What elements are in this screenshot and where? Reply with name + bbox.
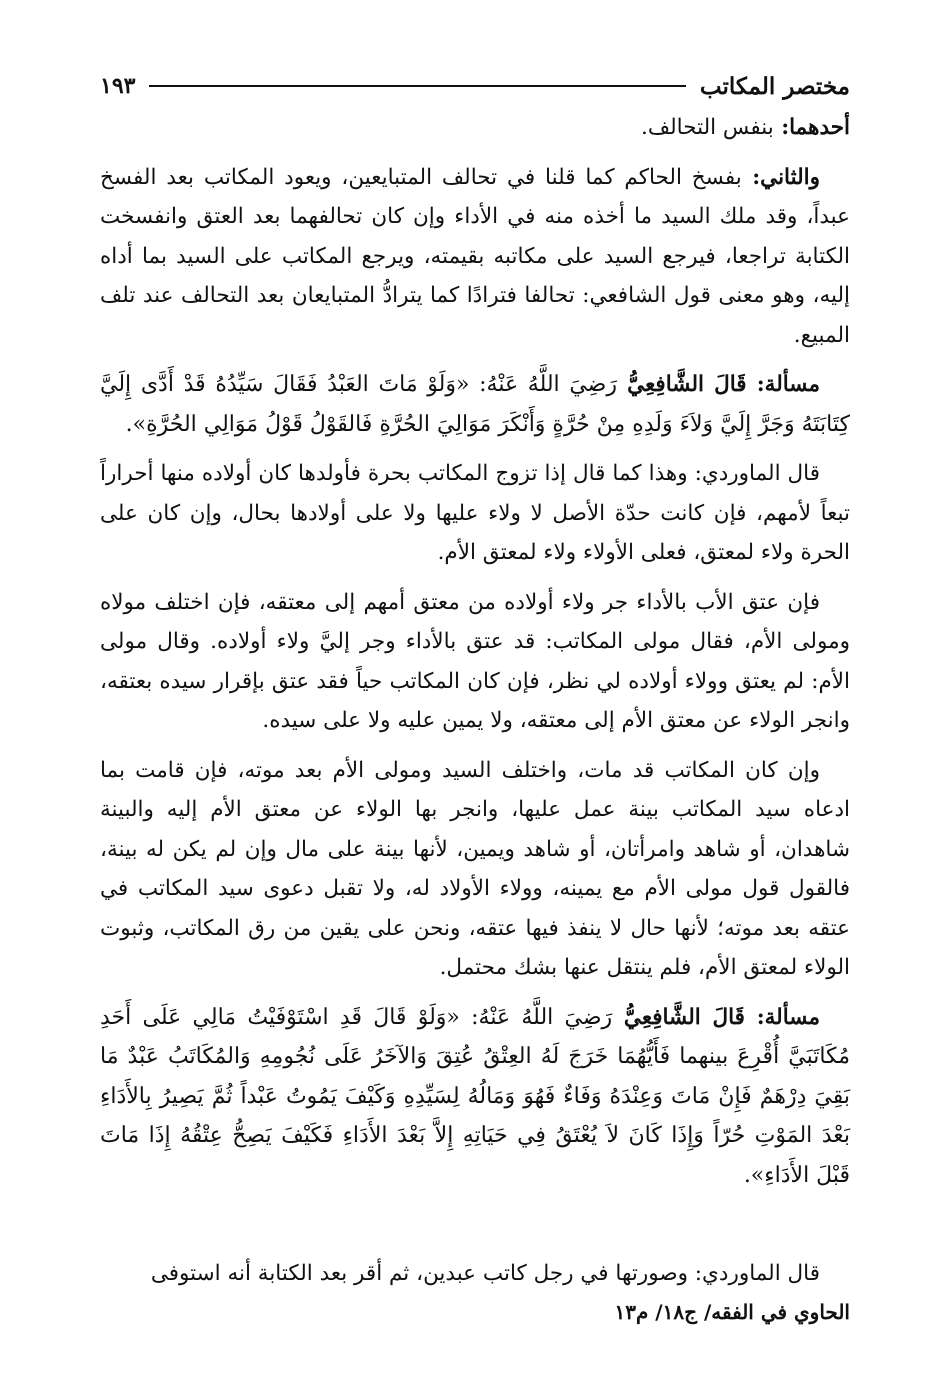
paragraph-masala-2 (100, 998, 850, 1196)
paragraph-text: وإن كان المكاتب قد مات، واختلف السيد ومولى الأم بعد موته، فإن قامت بما ادعاه سيد المكاتب بينة عمل عليها، وانجر بها الولاء عن معتق الأم إليه والبينة شاهدان، أو شاهد وامرأتان، أو شاهد ويمين، لأنها بينة على مال وإن لم يكن له بينة، فالقول قول مولى الأم مع يمينه، وولاء الأولاد له، ولا تقبل دعوى سيد المكاتب في عتقه بعد موته؛ لأنها حال لا ينفذ فيها عتقه، ونحن على يقين من رق المكاتب، وثبوت الولاء لمعتق الأم، فلم ينتقل عنها بشك محتمل. (100, 757, 850, 980)
paragraph-lead: والثاني: (741, 164, 820, 190)
source-reference: الحاوي في الفقه/ ج١٨/ م١٣ (614, 1299, 850, 1324)
paragraph-text: قال الماوردي: وهذا كما قال إذا تزوج المكاتب بحرة فأولدها كان أولاده منها أحراراً تبعاً لأمهم، فإن كانت حدّة الأصل لا ولاء عليها ولا على أولادها بحال، وإن كان على الحرة ولاء لمعتق، فعلى الأولاء ولاء لمعتق الأم. (100, 461, 850, 565)
paragraph-father-freed (100, 583, 850, 741)
paragraph-mukatab-died (100, 751, 850, 988)
masala-quote: رَضِيَ اللَّهُ عَنْهُ: «وَلَوْ قَالَ قَدِ اسْتَوْفَيْتُ مَالِي عَلَى أَحَدِ مُكَاتَبَيَّ أُقْرِعَ بينهما فَأَيُّهُمَا خَرَجَ لَهُ العِتْقُ عُتِقَ وَالآخَرُ عَلَى نُجُومِهِ وَالمُكَاتَبُ عَبْدٌ مَا بَقِيَ دِرْهَمٌ فَإِنْ مَاتَ وَعِنْدَهُ وَفَاءٌ فَهُوَ وَمَالُهُ لِسَيِّدِهِ وَكَيْفَ يَمُوتُ عَبْداً ثُمَّ يَصِيرُ بِالأَدَاءِ بَعْدَ المَوْتِ حُرّاً وَإِذَا كَانَ لاَ يُعْتَقُ فِي حَيَاتِهِ إِلاَّ بَعْدَ الأَدَاءِ فَكَيْفَ يَصِحُّ عِتْقُهُ إِذَا مَاتَ قَبْلَ الأَدَاءِ». (100, 1004, 850, 1188)
paragraph-text: فإن عتق الأب بالأداء جر ولاء أولاده من معتق أمهم إلى معتقه، فإن اختلف مولاه ومولى الأم، فقال مولى المكاتب: قد عتق بالأداء وجر إليَّ ولاء أولاده. وقال مولى الأم: لم يعتق وولاء أولاده لي نظر، فإن كان المكاتب حياً فقد عتق بإقرار سيده بعتقه، وانجر الولاء عن معتق الأم إلى معتقه، ولا يمين عليه ولا على سيده. (100, 589, 850, 733)
page-body (100, 108, 850, 1205)
running-title: مختصر المكاتب (699, 72, 850, 100)
paragraph-text: بنفس التحالف. (641, 115, 774, 140)
masala-quote: رَضِيَ اللَّهُ عَنْهُ: «وَلَوْ مَاتَ العَبْدُ فَقَالَ سَيِّدُهُ قَدْ أَدَّى إِلَيَّ كِتَابَتَهُ وَجَرَّ إِلَيَّ وَلاَءَ وَلَدِهِ مِنْ حُرَّةٍ وَأَنْكَرَ مَوَالِيَ الحُرَّةِ فَالقَوْلُ قَوْلُ مَوَالِي الحُرَّةِ». (100, 372, 850, 437)
paragraph-mawardi-1 (100, 454, 850, 573)
continuation-line: قال الماوردي: وصورتها في رجل كاتب عبدين، ثم أقر بعد الكتابة أنه استوفى (150, 1261, 820, 1286)
page-footer (100, 1254, 850, 1328)
paragraph-lead: أحدهما: (773, 115, 850, 140)
masala-heading: مسألة: قَالَ الشَّافِعِيُّ (612, 1004, 820, 1030)
page-header (100, 66, 850, 106)
page-number: ١٩٣ (100, 73, 136, 99)
paragraph-text: بفسخ الحاكم كما قلنا في تحالف المتبايعين، ويعود المكاتب بعد الفسخ عبداً، وقد ملك السيد ما أخذه منه في الأداء وإن كان تحالفهما بعد العتق وانفسخت الكتابة تراجعا، فيرجع السيد على مكاتبه بقيمته، ويرجع المكاتب على السيد بما أداه إليه، وهو معنى قول الشافعي: تحالفا فترادًا كما يترادُّ المتبايعان بعد التحالف عند تلف المبيع. (100, 164, 850, 348)
masala-heading: مسألة: قَالَ الشَّافِعِيُّ (616, 372, 820, 397)
header-rule (149, 85, 685, 87)
paragraph-second-opinion (100, 158, 850, 356)
paragraph-masala-1 (100, 365, 850, 444)
paragraph-first-opinion (100, 108, 850, 148)
